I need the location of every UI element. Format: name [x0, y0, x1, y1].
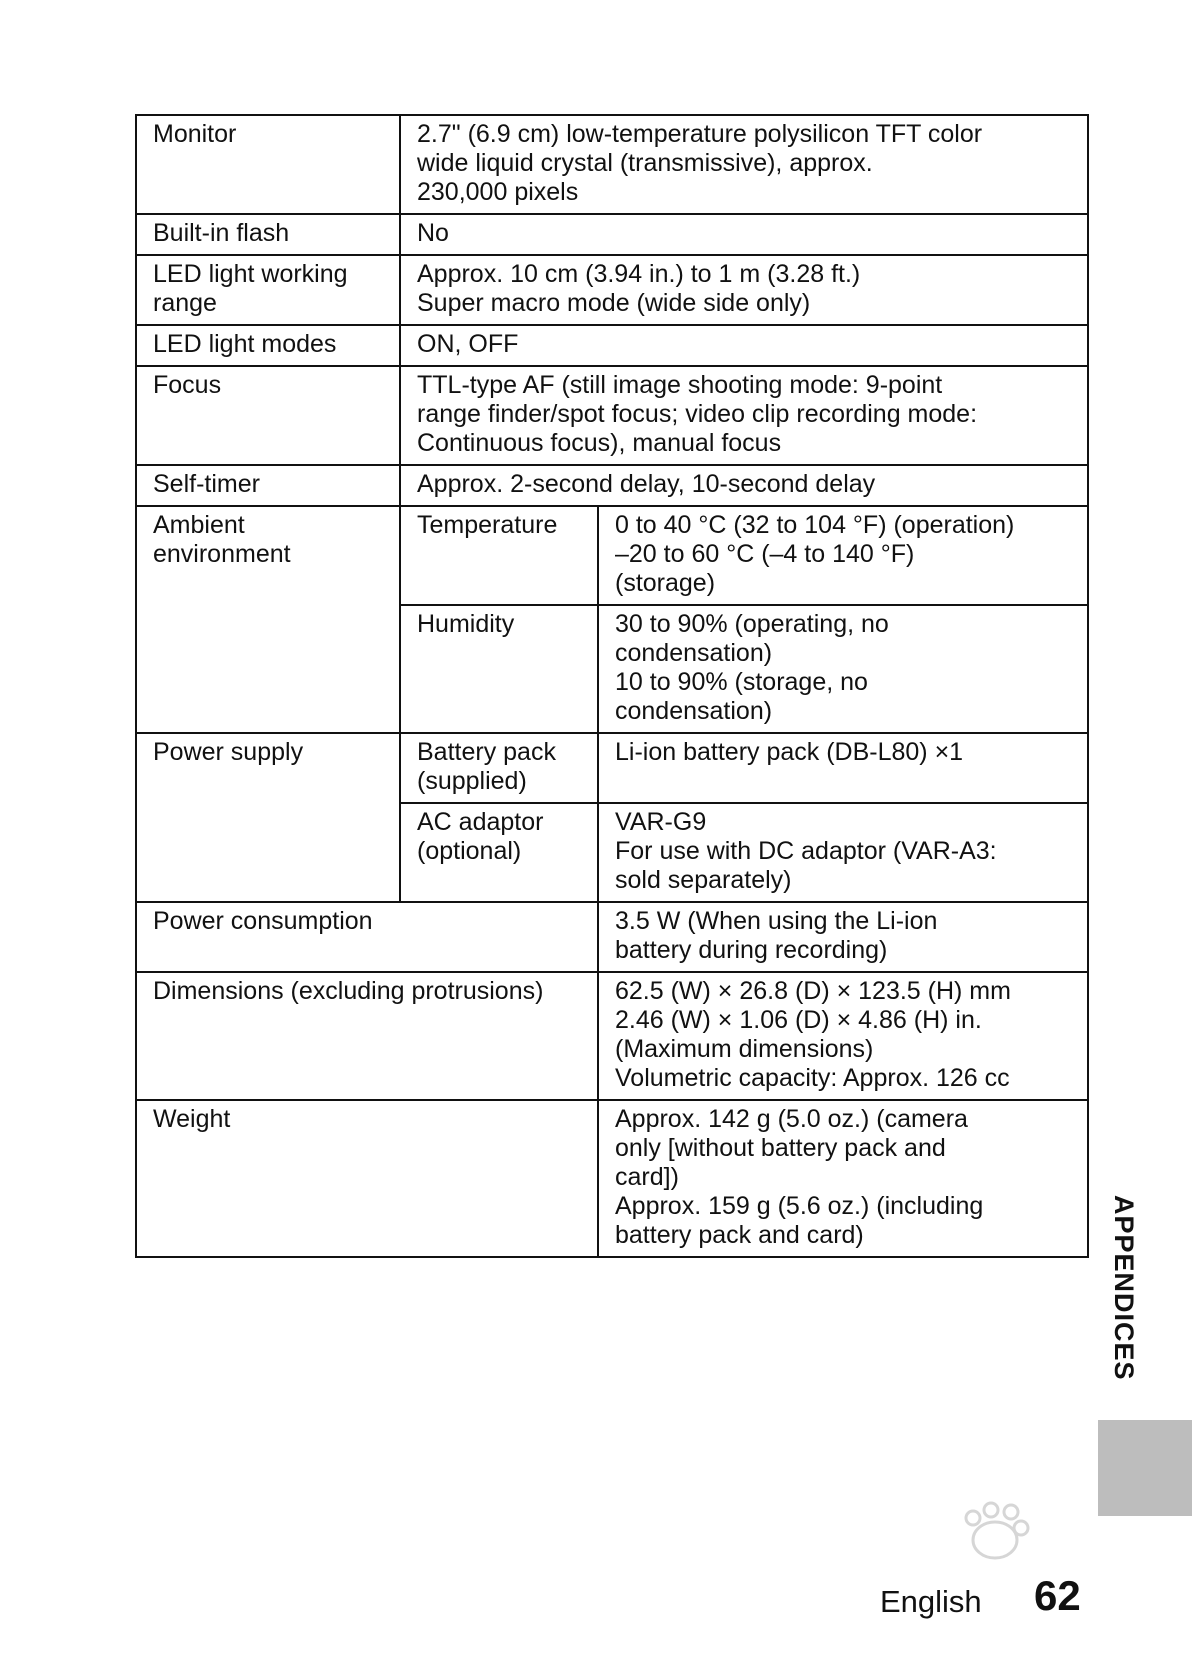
spec-value: TTL-type AF (still image shooting mode: 9-point range finder/spot focus; video clip recording mode: Continuous focus), manual focus — [400, 366, 1088, 465]
spec-value: 2.7" (6.9 cm) low-temperature polysilicon TFT color wide liquid crystal (transmissive), approx. 230,000 pixels — [400, 115, 1088, 214]
spec-row-battery — [136, 733, 1088, 803]
spec-row-led-modes — [136, 325, 1088, 366]
spec-row-focus — [136, 366, 1088, 465]
spec-row-monitor — [136, 115, 1088, 214]
spec-label: Self-timer — [136, 465, 400, 506]
section-tab-marker — [1098, 1420, 1192, 1516]
spec-row-dimensions — [136, 972, 1088, 1100]
spec-value: Approx. 142 g (5.0 oz.) (camera only [without battery pack and card]) Approx. 159 g (5.6 oz.) (including battery pack and card) — [598, 1100, 1088, 1257]
spec-value: Li-ion battery pack (DB-L80) ×1 — [598, 733, 1088, 803]
spec-sublabel: Temperature — [400, 506, 598, 605]
spec-label: Power supply — [136, 733, 400, 902]
spec-label: Dimensions (excluding protrusions) — [136, 972, 598, 1100]
spec-row-temperature — [136, 506, 1088, 605]
footer-language: English — [880, 1584, 982, 1619]
spec-value: 62.5 (W) × 26.8 (D) × 123.5 (H) mm 2.46 (W) × 1.06 (D) × 4.86 (H) in. (Maximum dimensions) Volumetric capacity: Approx. 126 cc — [598, 972, 1088, 1100]
spec-value: 0 to 40 °C (32 to 104 °F) (operation) –20 to 60 °C (–4 to 140 °F) (storage) — [598, 506, 1088, 605]
page-number: 62 — [1034, 1572, 1081, 1619]
spec-sublabel: Battery pack (supplied) — [400, 733, 598, 803]
section-side-label: APPENDICES — [1109, 1195, 1139, 1381]
spec-label: Monitor — [136, 115, 400, 214]
spec-row-power-consumption — [136, 902, 1088, 972]
spec-value: No — [400, 214, 1088, 255]
spec-label: Focus — [136, 366, 400, 465]
spec-value: Approx. 10 cm (3.94 in.) to 1 m (3.28 ft.) Super macro mode (wide side only) — [400, 255, 1088, 325]
spec-value: Approx. 2-second delay, 10-second delay — [400, 465, 1088, 506]
spec-row-weight — [136, 1100, 1088, 1257]
spec-label: LED light working range — [136, 255, 400, 325]
spec-row-self-timer — [136, 465, 1088, 506]
spec-row-led-range — [136, 255, 1088, 325]
spec-label: LED light modes — [136, 325, 400, 366]
spec-value: VAR-G9 For use with DC adaptor (VAR-A3: sold separately) — [598, 803, 1088, 902]
spec-label: Built-in flash — [136, 214, 400, 255]
spec-label: Power consumption — [136, 902, 598, 972]
spec-value: ON, OFF — [400, 325, 1088, 366]
spec-value: 3.5 W (When using the Li-ion battery during recording) — [598, 902, 1088, 972]
spec-sublabel: Humidity — [400, 605, 598, 733]
spec-sublabel: AC adaptor (optional) — [400, 803, 598, 902]
spec-label: Ambient environment — [136, 506, 400, 733]
spec-value: 30 to 90% (operating, no condensation) 10 to 90% (storage, no condensation) — [598, 605, 1088, 733]
specifications-table — [135, 114, 1089, 1258]
spec-label: Weight — [136, 1100, 598, 1257]
spec-row-flash — [136, 214, 1088, 255]
